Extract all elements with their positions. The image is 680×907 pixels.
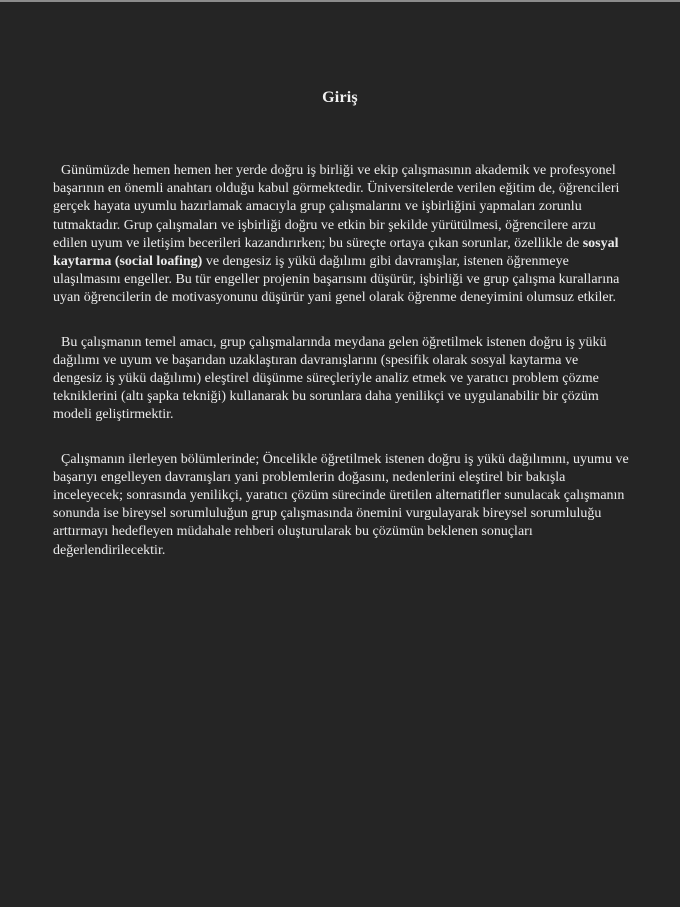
text-segment: ve dengesiz iş yükü dağılımı gibi davranışlar, istenen öğrenmeye ulaşılmasını engeller. Bu tür engeller projenin başarısını düşürür, işbirliği ve grup çalışma kurallarına uyan öğrencilerin de motivasyonunu düşürür yani genel olarak öğrenme deneyimini olumsuz etkiler.: [53, 254, 620, 306]
document-page: [0, 88, 680, 560]
bold-text-segment: sosyal kaytarma (social loafing): [53, 235, 619, 270]
paragraph: [53, 451, 630, 560]
text-segment: Çalışmanın ilerleyen bölümlerinde; Öncelikle öğretilmek istenen doğru iş yükü dağılımını, uyumu ve başarıyı engelleyen davranışları yani problemlerin doğasını, nedenlerini eleştirel bir bakışla inceleyecek; sonrasında yenilikçi, yaratıcı çözüm sürecinde üretilen alternatifler sunulacak çalışmanın sonunda ise bireysel sorumluluğun grup çalışmasında önemini vurgulayarak bireysel sorumluluğu arttırmayı hedefleyen müdahale rehberi oluşturularak bu çözümün beklenen sonuçları değerlendirilecektir.: [53, 451, 629, 558]
paragraph: [53, 162, 630, 308]
page-title: Giriş: [322, 89, 358, 106]
window-top-edge: [0, 0, 680, 2]
paragraph: [53, 334, 630, 425]
text-segment: Günümüzde hemen hemen her yerde doğru iş birliği ve ekip çalışmasının akademik ve profesyonel başarının en önemli anahtarı olduğu kabul görmektedir. Üniversitelerde verilen eğitim de, öğrencileri gerçek hayata uyumlu hazırlamak amacıyla grup çalışmalarını ve işbirliğini yapmaları zorunlu tutmaktadır. Grup çalışmaları ve işbirliği doğru ve etkin bir şekilde yürütülmesi, öğrencilere arzu edilen uyum ve iletişim becerileri kazandırırken; bu süreçte ortaya çıkan sorunlar, özellikle de: [53, 163, 620, 251]
text-segment: Bu çalışmanın temel amacı, grup çalışmalarında meydana gelen öğretilmek istenen doğru iş yükü dağılımı ve uyum ve başarıdan uzaklaştıran davranışlarını (spesifik olarak sosyal kaytarma ve dengesiz iş yükü dağılımı) eleştirel düşünme süreçleriyle analiz etmek ve yaratıcı problem çözme tekniklerini (altı şapka tekniği) kullanarak bu sorunlara daha yenilikçi ve uygulanabilir bir çözüm modeli geliştirmektir.: [53, 334, 607, 423]
document-body: [0, 108, 680, 560]
